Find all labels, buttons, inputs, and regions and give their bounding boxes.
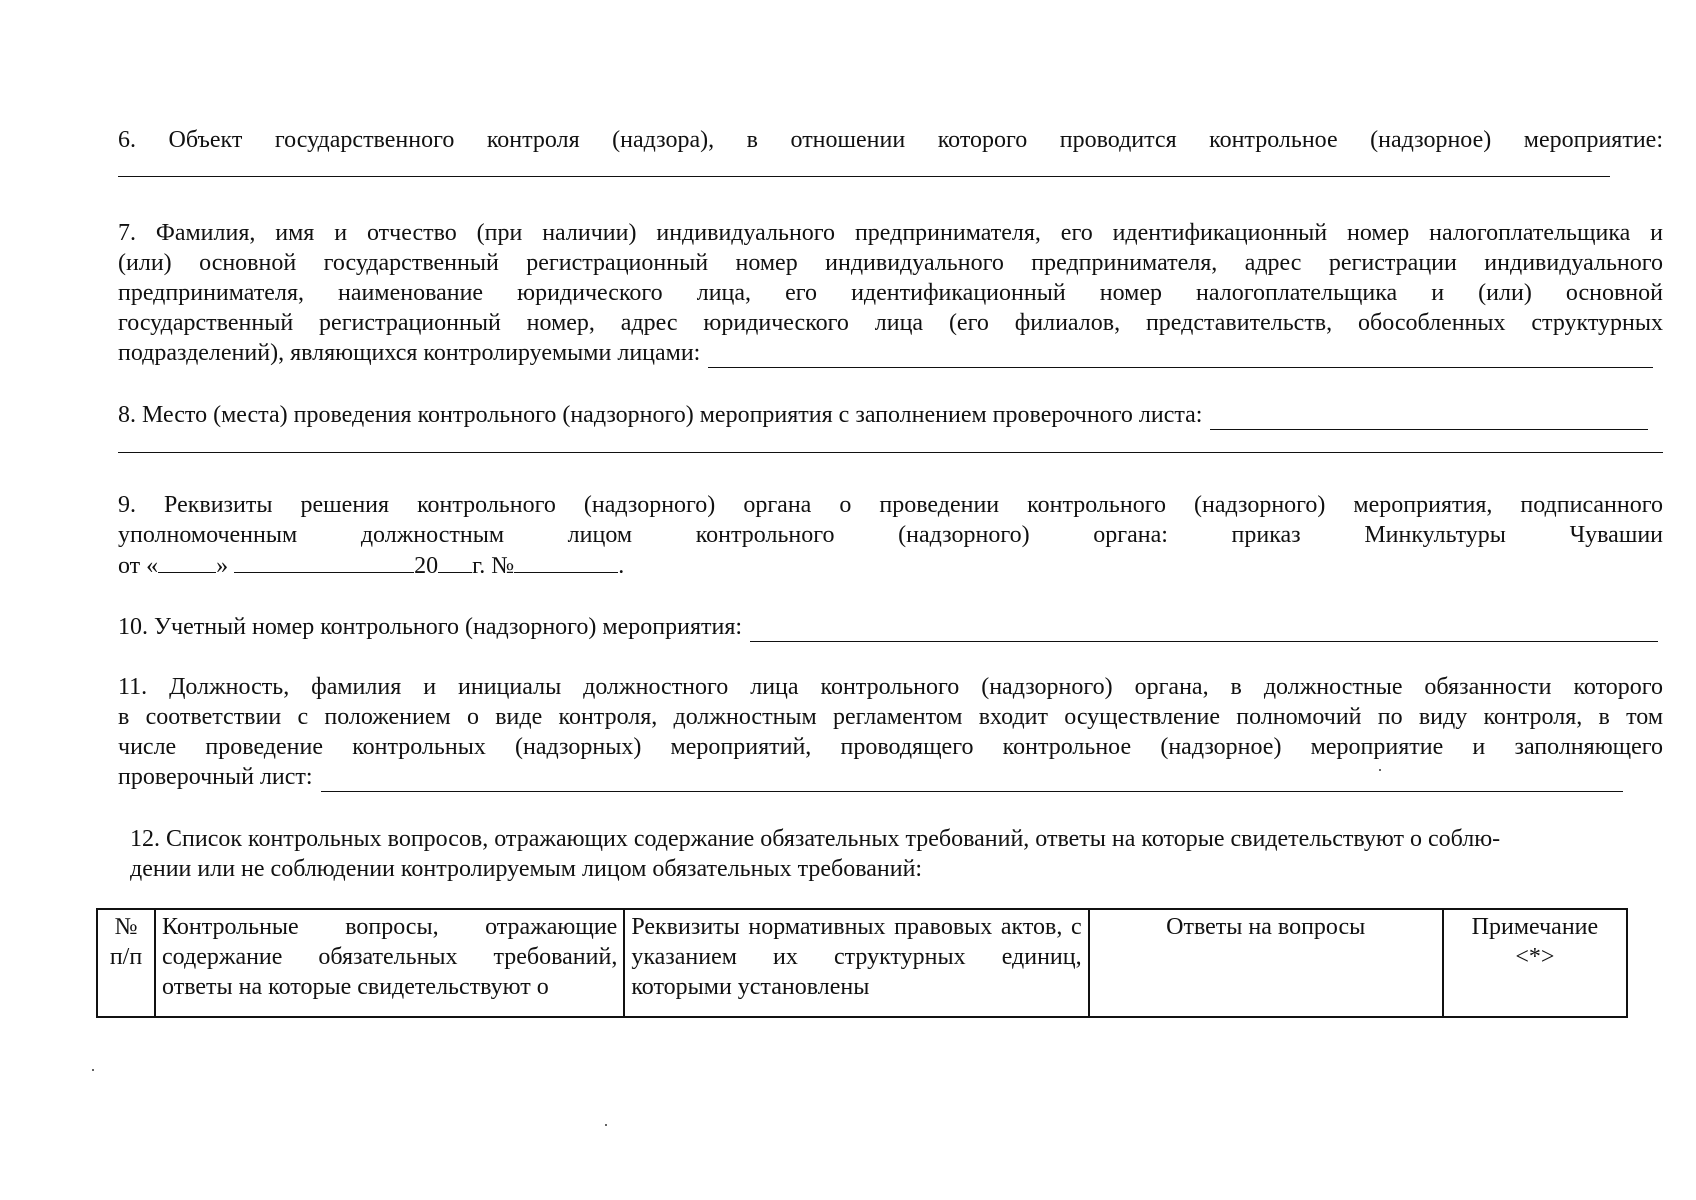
item-9-line-3: [118, 550, 1663, 581]
item-7-line-2: (или) основной государственный регистрационный номер индивидуального предпринимателя, адрес регистрации индивидуального: [118, 250, 1663, 276]
item-9-line-1: 9. Реквизиты решения контрольного (надзорного) органа о проведении контрольного (надзорного) мероприятия, подписанного: [118, 492, 1663, 518]
order-number-field[interactable]: [514, 550, 618, 573]
header-note: Примечание <*>: [1443, 909, 1627, 1017]
item-10: [118, 612, 1663, 642]
header-requisites: Реквизиты нормативных правовых актов, с указанием их структурных единиц, которыми установлены: [624, 909, 1088, 1017]
header-answers: Ответы на вопросы: [1089, 909, 1443, 1017]
item-8-fill-line-2[interactable]: [118, 452, 1663, 453]
order-line-end: .: [618, 553, 625, 579]
order-year-field[interactable]: [438, 550, 472, 573]
item-11-line-2: в соответствии с положением о виде контроля, должностным регламентом входит осуществление полномочий по виду контроля, в том: [118, 704, 1663, 730]
order-date-prefix: от «: [118, 553, 159, 579]
scan-speck: [605, 1124, 607, 1126]
order-year-suffix: г. №: [472, 553, 515, 579]
item-12-line-2: дении или не соблюдении контролируемым лицом обязательных требований:: [130, 856, 923, 882]
item-9: [118, 490, 1663, 581]
scan-speck: [1379, 769, 1381, 771]
order-date-close-quote: »: [216, 553, 229, 579]
item-11-line-3: числе проведение контрольных (надзорных) мероприятий, проводящего контрольное (надзорное) мероприятие и заполняющего: [118, 734, 1663, 760]
item-12-line-1: 12. Список контрольных вопросов, отражающих содержание обязательных требований, ответы на которые свидетельствуют о соблю-: [130, 826, 1501, 852]
item-10-text: 10. Учетный номер контрольного (надзорного) мероприятия:: [118, 614, 743, 640]
item-11-last-line: проверочный лист:: [118, 764, 313, 790]
item-8-text: 8. Место (места) проведения контрольного (надзорного) мероприятия с заполнением проверочного листа:: [118, 402, 1203, 428]
header-questions: Контрольные вопросы, отражающие содержание обязательных требований, ответы на которые свидетельствуют о: [155, 909, 624, 1017]
item-11: [118, 672, 1663, 792]
item-7-line-1: 7. Фамилия, имя и отчество (при наличии) индивидуального предпринимателя, его идентификационный номер налогоплательщика и: [118, 220, 1663, 246]
header-number: № п/п: [97, 909, 155, 1017]
item-7-last-line: подразделений), являющихся контролируемыми лицами:: [118, 340, 701, 366]
item-11-fill-line[interactable]: [321, 769, 1623, 792]
checklist-table: [96, 908, 1628, 1018]
item-8: [118, 400, 1663, 430]
item-7: [118, 218, 1663, 368]
item-12: [130, 824, 1630, 884]
item-7-line-4: государственный регистрационный номер, адрес юридического лица (его филиалов, представительств, обособленных структурных: [118, 310, 1663, 336]
item-9-line-2: уполномоченным должностным лицом контрольного (надзорного) органа: приказ Минкультуры Чувашии: [118, 522, 1663, 548]
item-6-fill-line[interactable]: [118, 176, 1610, 177]
table-header-row: [97, 909, 1627, 1017]
order-day-field[interactable]: [158, 550, 216, 573]
item-7-fill-line[interactable]: [708, 345, 1653, 368]
item-6: [118, 125, 1663, 155]
item-6-text: 6. Объект государственного контроля (надзора), в отношении которого проводится контрольное (надзорное) мероприятие:: [118, 127, 1663, 153]
item-10-fill-line[interactable]: [750, 619, 1658, 642]
scan-speck: [92, 1069, 94, 1071]
item-7-line-3: предпринимателя, наименование юридического лица, его идентификационный номер налогоплательщика и (или) основной: [118, 280, 1663, 306]
order-month-field[interactable]: [234, 550, 414, 573]
item-11-line-1: 11. Должность, фамилия и инициалы должностного лица контрольного (надзорного) органа, в должностные обязанности которого: [118, 674, 1663, 700]
item-8-fill-line-1[interactable]: [1210, 407, 1648, 430]
order-year-prefix: 20: [414, 553, 439, 579]
